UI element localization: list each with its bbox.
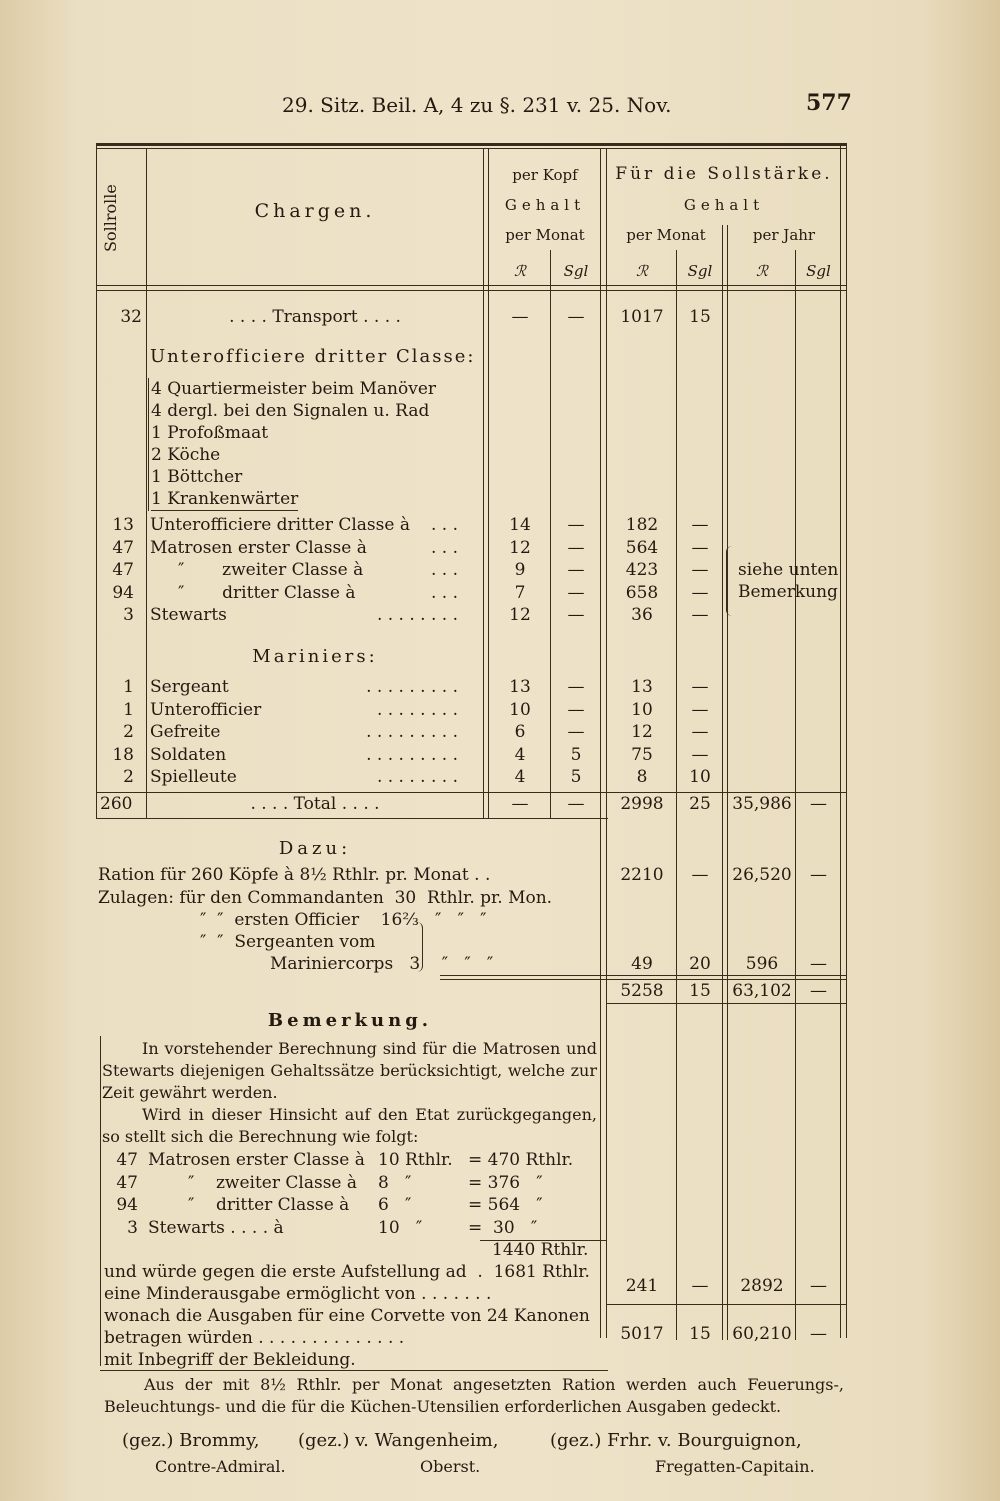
zulagen-line-2: ″ ″ ersten Officier 16⅔ ″ ″ ″ — [200, 910, 487, 930]
col-header-per-monat-kopf: per Monat — [505, 226, 585, 244]
brace — [412, 922, 423, 972]
bemerkung-line-2: eine Minderausgabe ermöglicht von . . . . . . . — [104, 1284, 492, 1304]
unit-thl-kopf: ℛ — [514, 262, 526, 280]
unit-thl-jahr: ℛ — [756, 262, 768, 280]
col-header-per-monat: per Monat — [626, 226, 706, 244]
bemerkung-paragraph-1: In vorstehender Berechnung sind für die Matrosen und Stewarts diejenigen Gehaltssätze berücksichtigt, welche zur Zeit gewährt werden. — [102, 1039, 597, 1102]
col-header-rolle: Sollrolle — [101, 184, 120, 252]
zulagen-line-4: Mariniercorps 3 ″ ″ ″ — [270, 954, 494, 974]
signature-1: (gez.) Brommy, — [122, 1430, 260, 1451]
signature-title-3: Fregatten-Capitain. — [655, 1457, 815, 1476]
signature-title-2: Oberst. — [420, 1457, 481, 1476]
col-header-sollstaerke: Für die Sollstärke. — [615, 164, 833, 184]
zulagen-line-3: ″ ″ Sergeanten vom — [200, 932, 376, 952]
list-item: 1 Profoßmaat — [151, 423, 269, 443]
bemerkung-line-3: wonach die Ausgaben für eine Corvette von 24 Kanonen — [104, 1306, 590, 1326]
signature-3: (gez.) Frhr. v. Bourguignon, — [550, 1430, 802, 1451]
zulagen-line-1: Zulagen: für den Commandanten 30 Rthlr. pr. Mon. — [98, 888, 553, 908]
dazu-heading: Dazu: — [278, 838, 352, 859]
footer-note: Aus der mit 8½ Rthlr. per Monat angesetzten Ration werden auch Feuerungs-, Beleuchtungs- und die für die Küchen-Utensilien erforderlichen Ausgaben gedeckt. — [104, 1375, 844, 1416]
minder-mon: 241 — [625, 1276, 659, 1296]
siehe-note-2: Bemerkung — [738, 582, 838, 602]
uo-heading: Unterofficiere dritter Classe: — [150, 346, 476, 367]
final-mon: 5017 — [620, 1324, 664, 1344]
page-header-title: 29. Sitz. Beil. A, 4 zu §. 231 v. 25. Nov. — [282, 93, 672, 117]
bemerkung-line-1: und würde gegen die erste Aufstellung ad . 1681 Rthlr. — [104, 1262, 590, 1282]
ration-line: Ration für 260 Köpfe à 8½ Rthlr. pr. Monat . . — [98, 865, 491, 885]
signature-title-1: Contre-Admiral. — [155, 1457, 286, 1476]
signature-2: (gez.) v. Wangenheim, — [298, 1430, 499, 1451]
list-item: 4 Quartiermeister beim Manöver — [151, 379, 437, 399]
col-header-per-kopf: per Kopf — [512, 166, 578, 184]
list-item: 2 Köche — [151, 445, 221, 465]
list-item: 1 Krankenwärter — [151, 489, 299, 509]
unit-sgr-jahr: Sgl — [806, 262, 831, 280]
list-item: 1 Böttcher — [151, 467, 243, 487]
list-item: 4 dergl. bei den Signalen u. Rad — [151, 401, 430, 421]
unit-sgr-monat: Sgl — [687, 262, 713, 280]
uo-list — [148, 378, 436, 511]
bemerkung-paragraph-2: Wird in dieser Hinsicht auf den Etat zurückgegangen, so stellt sich die Berechnung wie folgt: — [102, 1105, 597, 1146]
col-header-gehalt-kopf: Gehalt — [504, 196, 586, 214]
mariniers-heading: Mariniers: — [252, 646, 378, 667]
bemerkung-line-4: betragen würden . . . . . . . . . . . . . . — [104, 1328, 405, 1348]
bemerkung-line-5: mit Inbegriff der Bekleidung. — [104, 1350, 356, 1370]
page-number: 577 — [806, 90, 852, 116]
col-header-gehalt: Gehalt — [683, 196, 765, 214]
unit-sgr-kopf: Sgl — [563, 262, 589, 280]
bemerkung-heading: Bemerkung. — [267, 1010, 433, 1031]
document-page: 29. Sitz. Beil. A, 4 zu §. 231 v. 25. Nov. 577 Sollrolle Chargen. per Kopf Gehalt per Monat Für die Sollstärke. Gehalt per Monat per Jahr ℛ Sgl ℛ Sgl ℛ Sgl 32 . . . . Transport . . . . — — 1017 15 Unterofficiere dritter Classe: 4 Quartiermeister beim Manöver 4 dergl. bei den Signalen u. Rad 1 Profoßmaat 2 Köche 1 Böttcher 1 Krankenwärter 13 Unterofficiere dritter Classe à . . . 14 — 182 — 47 Matrosen erster Classe à . . . 12 — 564 — 47 ″ zweiter Classe à . . . 9 — 423 — 94 ″ dritter Classe à . . . 7 — 658 — 3 Stewarts . . . . . . . . 12 — 36 — siehe unten Bemerkung Mariniers: 1 Sergeant . . . . . . . . . 13 — 13 — 1 Unterofficier . . . . . . . . 10 — 10 — 2 Gefreite . . . . . . . . . 6 — 12 — 18 Soldaten . . . . . . . . . 4 5 75 — 2 Spielleute . . . . . . . . 4 5 8 10 260 . . . . Total . . . . — — 2998 25 35,986 — Dazu: Ration für 260 Köpfe à 8½ Rthlr. pr. Monat . . 2210 — 26,520 — Zulagen: für den Commandanten 30 Rthlr. pr. Mon. ″ ″ ersten Officier 16⅔ ″ ″ ″ ″ ″ Sergeanten vom Mariniercorps 3 ″ ″ ″ 49 20 596 — 5258 15 63,102 — Bemerkung. In vorstehender Berechnung sind für die Matrosen und Stewarts diejenigen Gehaltssätze berücksichtigt, welche zur Zeit gewährt werden. Wird in dieser Hinsicht auf den Etat zurückgegangen, so stellt sich die Berechnung wie folgt: 47 Matrosen erster Classe à 10 Rthlr. = 470 Rthlr. 47 ″ zweiter Classe à 8 ″ = 376 ″ 94 ″ dritter Classe à 6 ″ = 564 ″ 3 Stewarts . . . . à 10 ″ = 30 ″ 1440 Rthlr. und würde gegen die erste Aufstellung ad . 1681 Rthlr. eine Minderausgabe ermöglicht von . . . . . . . wonach die Ausgaben für eine Corvette von 24 Kanonen betragen würden . . . . . . . . . . . . . . mit Inbegriff der Bekleidung. 241 — 2892 — 5017 15 60,210 — Aus der mit 8½ Rthlr. per Monat angesetzten Ration werden auch Feuerungs-, Beleuchtungs- und die für die Küchen-Utensilien erforderlichen Ausgaben gedeckt. (gez.) Brommy, (gez.) v. Wangenheim, (gez.) Frhr. v. Bourguignon, Contre-Admiral. Oberst. Fregatten-Capitain. — [0, 0, 1000, 1501]
calc-sum: 1440 Rthlr. — [492, 1240, 589, 1260]
siehe-note-1: siehe unten — [738, 560, 839, 580]
brace — [726, 546, 735, 616]
col-header-per-jahr: per Jahr — [752, 226, 816, 244]
col-header-chargen: Chargen. — [254, 200, 376, 222]
unit-thl-monat: ℛ — [636, 262, 648, 280]
sum-mon-thl: 5258 — [620, 981, 664, 1001]
